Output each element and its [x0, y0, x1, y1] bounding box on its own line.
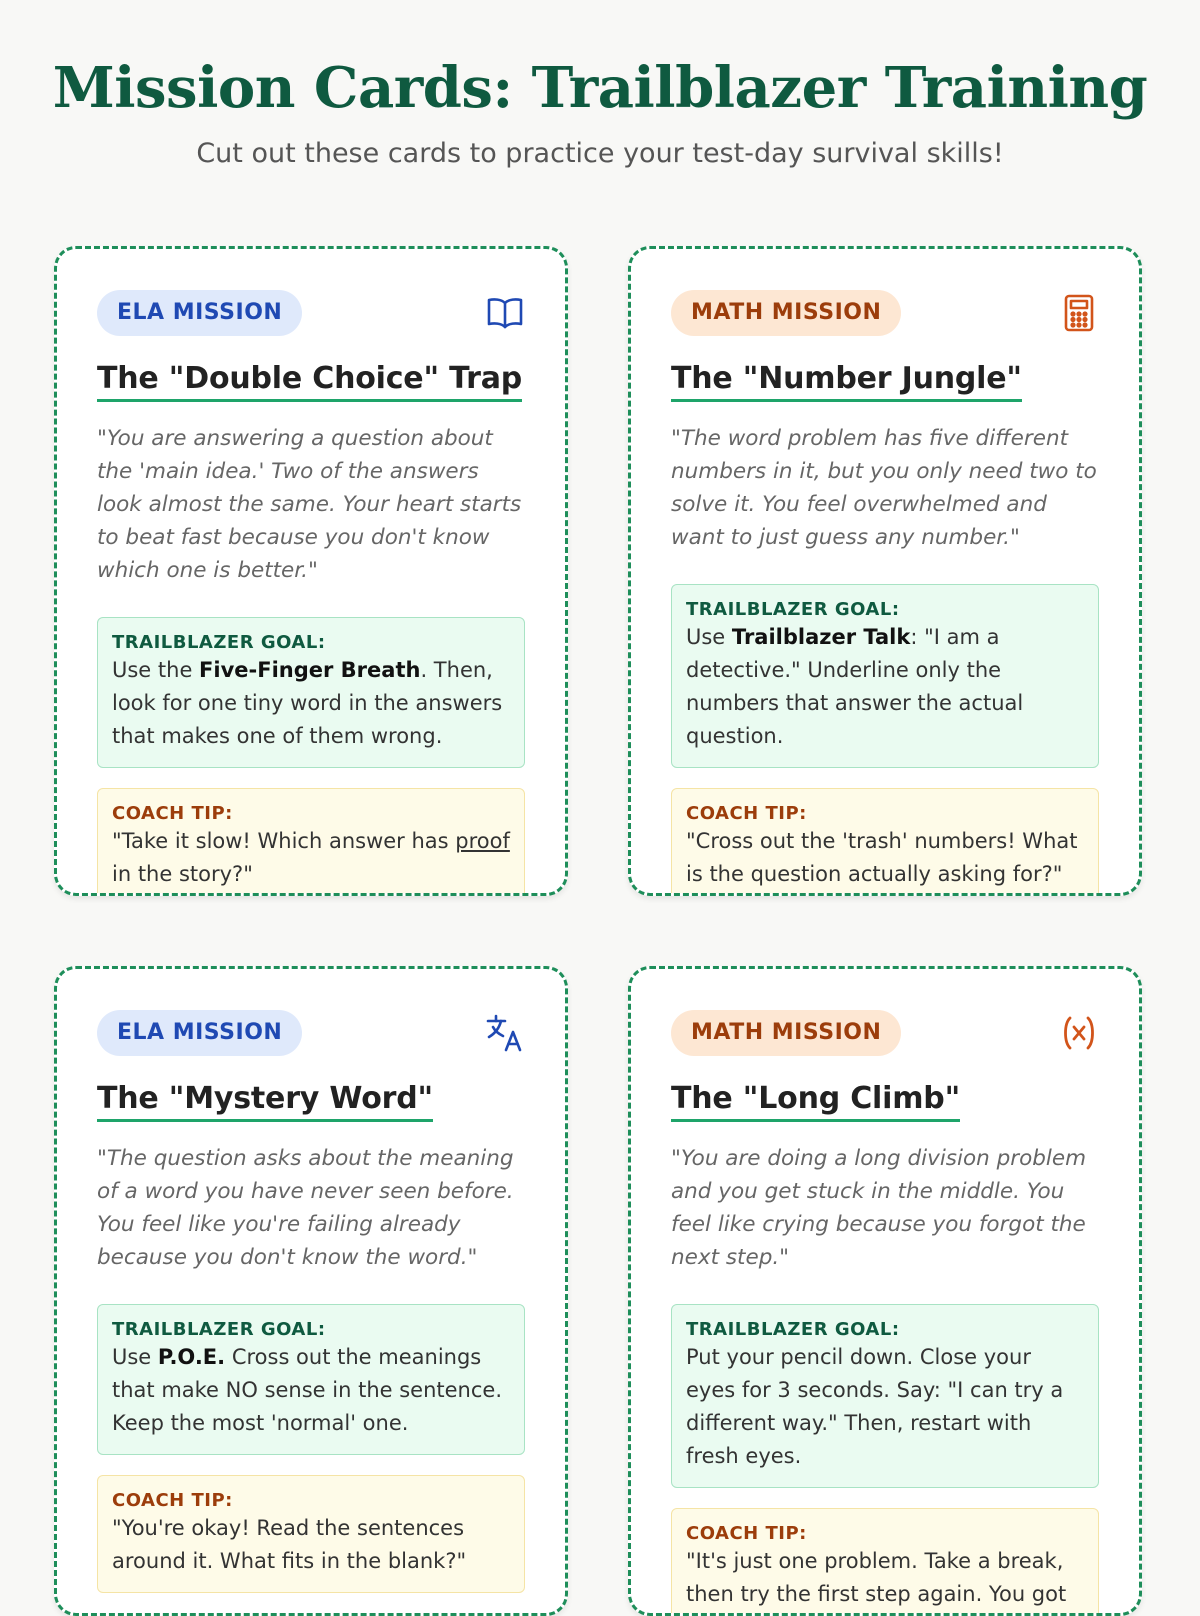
coach-tip-box — [97, 1475, 525, 1593]
scenario-text: "You are answering a question about the 'main idea.' Two of the answers look almost the same. Your heart starts to beat fast because you don't know which one is better." — [97, 426, 522, 583]
coach-tip-box — [671, 788, 1099, 896]
scenario-text: "The word problem has five different numbers in it, but you only need two to solve it. You feel overwhelmed and want to just guess any number." — [671, 426, 1097, 550]
card-title: The "Long Climb" — [671, 1079, 960, 1122]
tip-text: "Cross out the 'trash' numbers! What is the question actually asking for?" — [686, 829, 1078, 886]
page-subtitle: Cut out these cards to practice your test-day survival skills! — [196, 138, 1004, 169]
math-mission-badge: MATH MISSION — [671, 290, 901, 336]
goal-label: TRAILBLAZER GOAL: — [686, 599, 900, 620]
trailblazer-goal-box — [97, 1304, 525, 1455]
tip-label: COACH TIP: — [686, 803, 807, 824]
function-variable-icon — [1059, 1013, 1099, 1053]
tip-text: "Take it slow! Which answer has proof in the story?" — [112, 829, 510, 886]
mission-card — [54, 246, 568, 896]
mission-card — [628, 246, 1142, 896]
mission-card — [628, 966, 1142, 1616]
translate-icon — [485, 1013, 525, 1053]
tip-label: COACH TIP: — [686, 1523, 807, 1544]
tip-text: "It's just one problem. Take a break, then try the first step again. You got — [686, 1549, 1067, 1606]
open-book-icon — [485, 293, 525, 333]
card-title: The "Number Jungle" — [671, 359, 1022, 402]
ela-mission-badge: ELA MISSION — [97, 290, 302, 336]
page-title: Mission Cards: Trailblazer Training — [52, 55, 1148, 121]
tip-label: COACH TIP: — [112, 803, 233, 824]
trailblazer-goal-box — [671, 1304, 1099, 1488]
scenario-text: "The question asks about the meaning of a word you have never seen before. You feel like you're failing already because you don't know the word." — [97, 1146, 514, 1270]
calculator-icon — [1059, 293, 1099, 333]
trailblazer-goal-box — [671, 584, 1099, 768]
tip-text: "You're okay! Read the sentences around it. What fits in the blank?" — [112, 1516, 467, 1573]
math-mission-badge: MATH MISSION — [671, 1010, 901, 1056]
card-title: The "Mystery Word" — [97, 1079, 433, 1122]
coach-tip-box — [97, 788, 525, 896]
tip-label: COACH TIP: — [112, 1490, 233, 1511]
goal-text: Use Trailblazer Talk: "I am a detective." Underline only the numbers that answer the actual question. — [686, 625, 1024, 748]
page-header — [0, 0, 1200, 172]
goal-text: Use P.O.E. Cross out the meanings that make NO sense in the sentence. Keep the most 'normal' one. — [112, 1345, 503, 1435]
goal-text: Put your pencil down. Close your eyes for 3 seconds. Say: "I can try a different way." Then, restart with fresh eyes. — [686, 1345, 1064, 1468]
goal-label: TRAILBLAZER GOAL: — [686, 1319, 900, 1340]
goal-text: Use the Five-Finger Breath. Then, look for one tiny word in the answers that makes one of them wrong. — [112, 658, 503, 748]
goal-label: TRAILBLAZER GOAL: — [112, 632, 326, 653]
card-title: The "Double Choice" Trap — [97, 359, 522, 402]
ela-mission-badge: ELA MISSION — [97, 1010, 302, 1056]
trailblazer-goal-box — [97, 617, 525, 768]
goal-label: TRAILBLAZER GOAL: — [112, 1319, 326, 1340]
scenario-text: "You are doing a long division problem and you get stuck in the middle. You feel like crying because you forgot the next step." — [671, 1146, 1087, 1270]
mission-card — [54, 966, 568, 1616]
